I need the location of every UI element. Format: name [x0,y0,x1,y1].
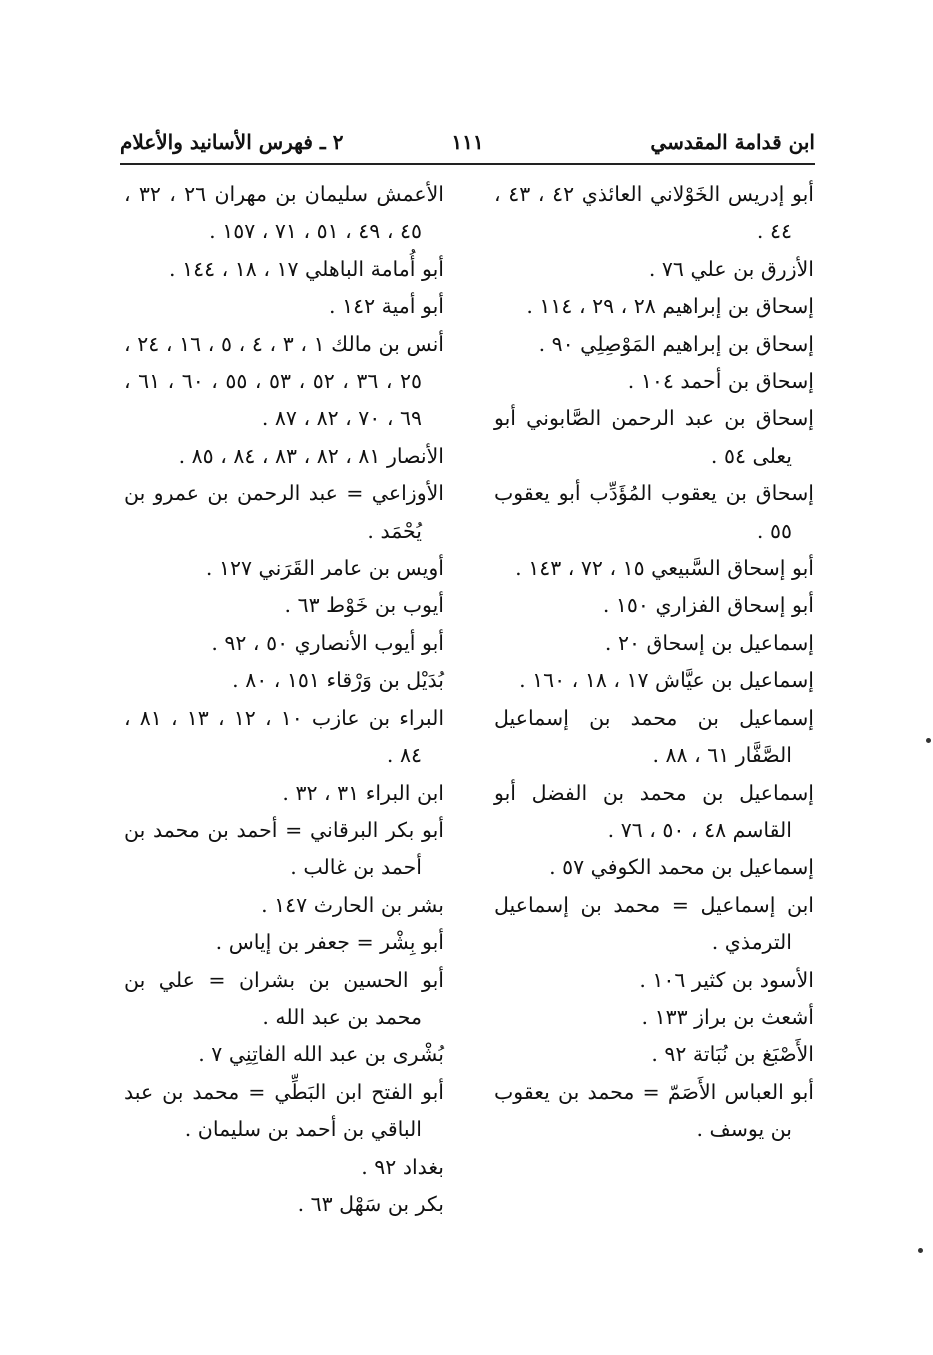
index-entry: أبو أيوب الأنصاري ٥٠ ، ٩٢ . [211,630,444,655]
index-entry: ابن البراء ٣١ ، ٣٢ . [282,780,444,805]
index-entry: الأسود بن كثير ١٠٦ . [639,967,814,992]
index-entry: إسحاق بن إبراهيم ٢٨ ، ٢٩ ، ١١٤ . [526,294,814,319]
index-entry: إسماعيل بن محمد الكوفي ٥٧ . [549,855,814,880]
page-header [120,126,815,160]
index-entry: إسحاق بن عبد الرحمن الصَّابوني أبو يعلى ٥٤ . [494,406,814,468]
scan-speck [918,1248,923,1253]
index-entry: أبو إسحاق السَّبيعي ١٥ ، ٧٢ ، ١٤٣ . [515,556,814,581]
index-entry: أبو العباس الأَصَمّ = محمد بن يعقوب بن يوسف . [494,1079,814,1142]
index-entry: بُشْرى بن عبد الله الفاتِنِي ٧ . [198,1042,444,1067]
index-entry: أيوب بن خَوْط ٦٣ . [284,593,444,618]
index-entry: إسحاق بن يعقوب المُؤَدِّب أبو يعقوب ٥٥ . [494,481,814,543]
index-column-left [124,176,444,1223]
index-entry: أبو الفتح ابن البَطِّي = محمد بن عبد الباقي بن أحمد بن سليمان . [124,1079,444,1142]
index-entry: الأعمش سليمان بن مهران ٢٦ ، ٣٢ ، ٤٥ ، ٤٩ ، ٥١ ، ٧١ ، ١٥٧ . [124,182,444,244]
index-entry: أنس بن مالك ١ ، ٣ ، ٤ ، ٥ ، ١٦ ، ٢٤ ، ٢٥ ، ٣٦ ، ٥٢ ، ٥٣ ، ٥٥ ، ٦٠ ، ٦١ ، ٦٩ ، ٧٠ ، ٨٢ ، ٨٧ . [124,331,445,431]
index-entry: إسماعيل بن محمد بن إسماعيل الصَّفَّار ٦١ ، ٨٨ . [494,705,814,768]
running-title: ابن قدامة المقدسي [650,130,815,154]
index-entry: بغداد ٩٢ . [361,1154,444,1179]
index-entry: إسحاق بن أحمد ١٠٤ . [627,369,814,394]
index-entry: بكر بن سَهْل ٦٣ . [297,1191,444,1216]
section-title: ٢ ـ فهرس الأسانيد والأعلام [120,130,344,154]
index-entry: إسماعيل بن إسحاق ٢٠ . [604,630,814,655]
index-entry: ابن إسماعيل = محمد بن إسماعيل الترمذي . [494,892,814,955]
index-entry: أبو بكر البرقاني = أحمد بن محمد بن أحمد بن غالب . [124,817,444,880]
index-entry: أبو إدريس الخَوْلاني العائذي ٤٢ ، ٤٣ ، ٤٤ . [494,182,814,244]
index-entry: إسماعيل بن عيَّاش ١٧ ، ١٨ ، ١٦٠ . [519,668,814,693]
index-entry: إسحاق بن إبراهيم المَوْصِلِي ٩٠ . [538,331,814,356]
index-entry: البراء بن عازب ١٠ ، ١٢ ، ١٣ ، ٨١ ، ٨٤ . [124,705,445,768]
index-entry: أبو أُمامة الباهلي ١٧ ، ١٨ ، ١٤٤ . [169,256,444,281]
index-entry: أويس بن عامر القَرَني ١٢٧ . [205,556,444,581]
index-entry: أبو بِشْر = جعفر بن إياس . [215,930,444,955]
index-entry: الأزرق بن علي ٧٦ . [648,256,814,281]
index-entry: الأَصْبَغ بن نُبَاتة ٩٢ . [651,1042,814,1067]
index-entry: أبو إسحاق الفزاري ١٥٠ . [602,593,814,618]
index-entry: الأوزاعي = عبد الرحمن بن عمرو بن يُحْمَد . [124,481,444,543]
index-entry: بُدَيْل بن وَرْقاء ١٥١ ، ٨٠ . [232,668,444,693]
index-entry: أبو الحسين بن بشران = علي بن محمد بن عبد الله . [124,967,444,1029]
page-number: ١١١ [451,130,484,154]
index-entry: الأنصار ٨١ ، ٨٢ ، ٨٣ ، ٨٤ ، ٨٥ . [178,443,444,468]
header-rule [120,163,815,165]
index-entry: أبو أمية ١٤٢ . [329,294,444,319]
index-entry: أشعث بن براز ١٣٣ . [641,1004,814,1029]
scan-speck [926,738,931,743]
index-entry: بشر بن الحارث ١٤٧ . [261,892,444,917]
index-column-right [494,176,814,1149]
index-entry: إسماعيل بن محمد بن الفضل أبو القاسم ٤٨ ، ٥٠ ، ٧٦ . [494,780,814,842]
